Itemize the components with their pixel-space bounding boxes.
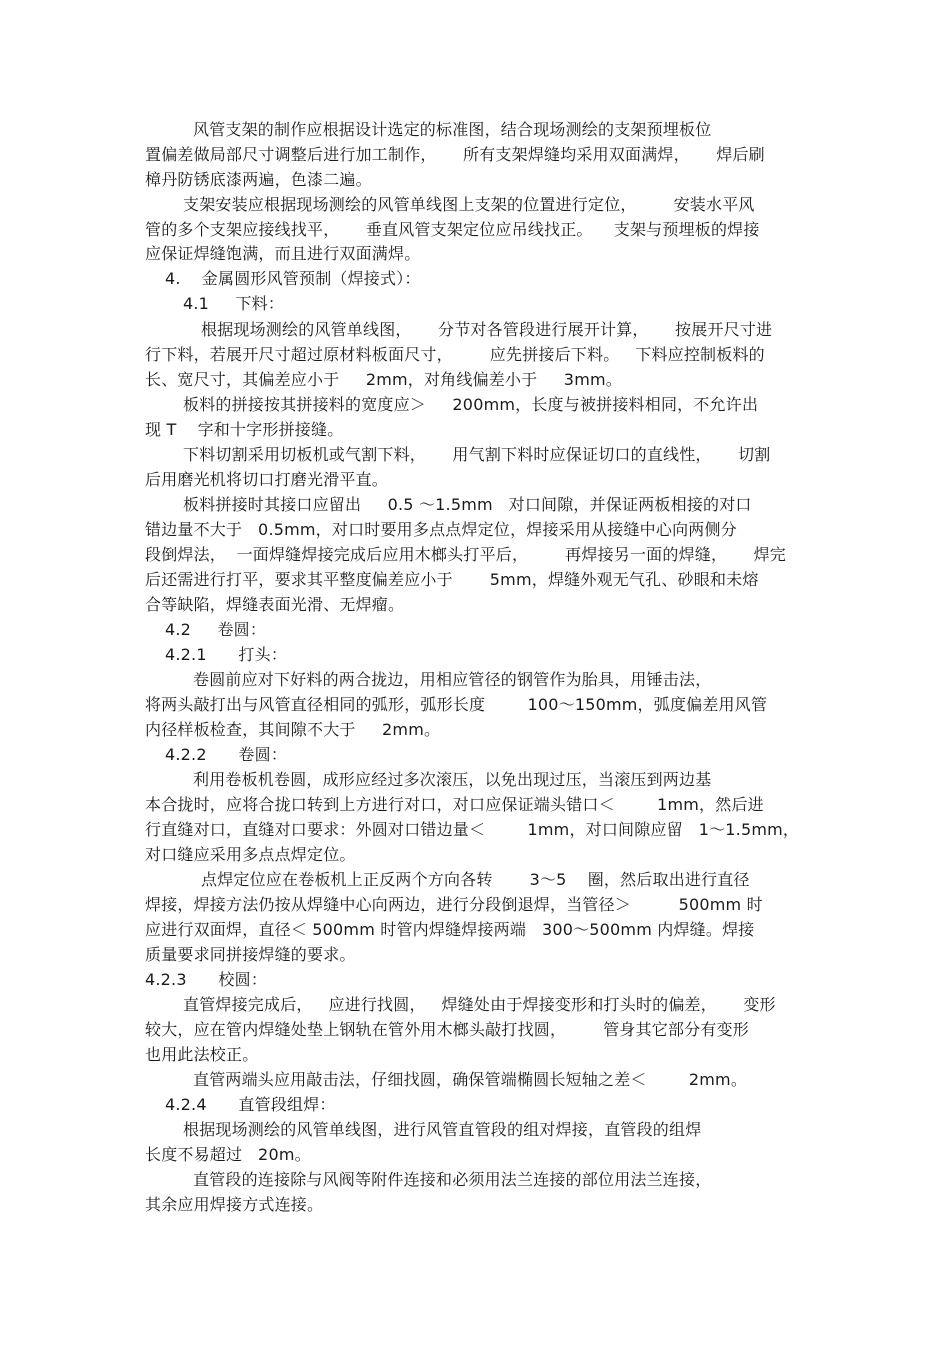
text-line: 后用磨光机将切口打磨光滑平直。 [145,470,389,489]
text-line: 支架安装应根据现场测绘的风管单线图上支架的位置进行定位， 安装水平风 [183,195,755,214]
text-line: 段倒焊法， 一面焊缝焊接完成后应用木榔头打平后， 再焊接另一面的焊缝， 焊完 [145,545,787,564]
text-line: 焊接，焊接方法仍按从焊缝中心向两边，进行分段倒退焊，当管径＞ 500mm 时 [145,895,763,914]
text-line: 应进行双面焊，直径＜ 500mm 时管内焊缝焊接两端 300～500mm 内焊缝。焊接 [145,920,755,939]
section-heading: 4. 金属圆形风管预制（焊接式）： [165,269,421,288]
subsection-heading: 4.2.2 卷圆： [165,745,288,764]
text-line: 根据现场测绘的风管单线图，进行风管直管段的组对焊接，直管段的组焊 [183,1120,702,1139]
text-line: 点焊定位应在卷板机上正反两个方向各转 3～5 圈，然后取出进行直径 [201,870,750,889]
text-line: 风管支架的制作应根据设计选定的标准图，结合现场测绘的支架预埋板位 [193,120,712,139]
text-line: 管的多个支架应接线找平， 垂直风管支架定位应吊线找正。 支架与预埋板的焊接 [145,220,760,239]
subsection-heading: 4.2.3 校圆： [145,970,268,989]
text-line: 后还需进行打平，要求其平整度偏差应小于 5mm，焊缝外观无气孔、砂眼和未熔 [145,570,759,589]
text-line: 板料拼接时其接口应留出 0.5 ～1.5mm 对口间隙，并保证两板相接的对口 [183,495,752,514]
text-line: 行下料，若展开尺寸超过原材料板面尺寸， 应先拼接后下料。 下料应控制板料的 [145,345,765,364]
subsection-heading: 4.2.1 打头： [165,645,288,664]
text-line: 较大，应在管内焊缝处垫上钢轨在管外用木榔头敲打找圆， 管身其它部分有变形 [145,1020,750,1039]
text-line: 也用此法校正。 [145,1045,259,1064]
text-line: 直管两端头应用敲击法，仔细找圆，确保管端椭圆长短轴之差＜ 2mm。 [193,1070,748,1089]
text-line: 直管段的连接除与风阀等附件连接和必须用法兰连接的部位用法兰连接， [193,1170,712,1189]
text-line: 樟丹防锈底漆两遍，色漆二遍。 [145,170,372,189]
text-line: 下料切割采用切板机或气割下料， 用气割下料时应保证切口的直线性， 切割 [183,445,771,464]
text-line: 错边量不大于 0.5mm，对口时要用多点点焊定位，焊接采用从接缝中心向两侧分 [145,520,737,539]
subsection-heading: 4.1 下料： [183,294,285,313]
text-line: 板料的拼接按其拼接料的宽度应＞ 200mm，长度与被拼接料相同，不允许出 [183,395,759,414]
text-line: 直管焊接完成后， 应进行找圆， 焊缝处由于焊接变形和打头时的偏差， 变形 [183,995,776,1014]
text-line: 其余应用焊接方式连接。 [145,1195,324,1214]
text-line: 本合拢时，应将合拢口转到上方进行对口，对口应保证端头错口＜ 1mm，然后进 [145,795,764,814]
text-line: 合等缺陷，焊缝表面光滑、无焊瘤。 [145,595,405,614]
text-line: 应保证焊缝饱满，而且进行双面满焊。 [145,244,421,263]
text-line: 利用卷板机卷圆，成形应经过多次滚压，以免出现过压，当滚压到两边基 [193,770,712,789]
text-line: 根据现场测绘的风管单线图， 分节对各管段进行展开计算， 按展开尺寸进 [201,320,773,339]
text-line: 行直缝对口，直缝对口要求：外圆对口错边量＜ 1mm，对口间隙应留 1～1.5mm， [145,820,800,839]
text-line: 置偏差做局部尺寸调整后进行加工制作， 所有支架焊缝均采用双面满焊， 焊后刷 [145,145,765,164]
subsection-heading: 4.2.4 直管段组焊： [165,1095,336,1114]
text-line: 对口缝应采用多点点焊定位。 [145,845,356,864]
text-line: 长度不易超过 20m。 [145,1145,311,1164]
text-line: 质量要求同拼接焊缝的要求。 [145,945,356,964]
text-line: 内径样板检查，其间隙不大于 2mm。 [145,720,441,739]
subsection-heading: 4.2 卷圆： [165,620,267,639]
text-line: 卷圆前应对下好料的两合拢边，用相应管径的钢管作为胎具，用锤击法， [193,670,712,689]
text-line: 长、宽尺寸，其偏差应小于 2mm，对角线偏差小于 3mm。 [145,370,622,389]
text-line: 现 T 字和十字形拼接缝。 [145,420,344,439]
text-line: 将两头敲打出与风管直径相同的弧形，弧形长度 100～150mm，弧度偏差用风管 [145,695,768,714]
